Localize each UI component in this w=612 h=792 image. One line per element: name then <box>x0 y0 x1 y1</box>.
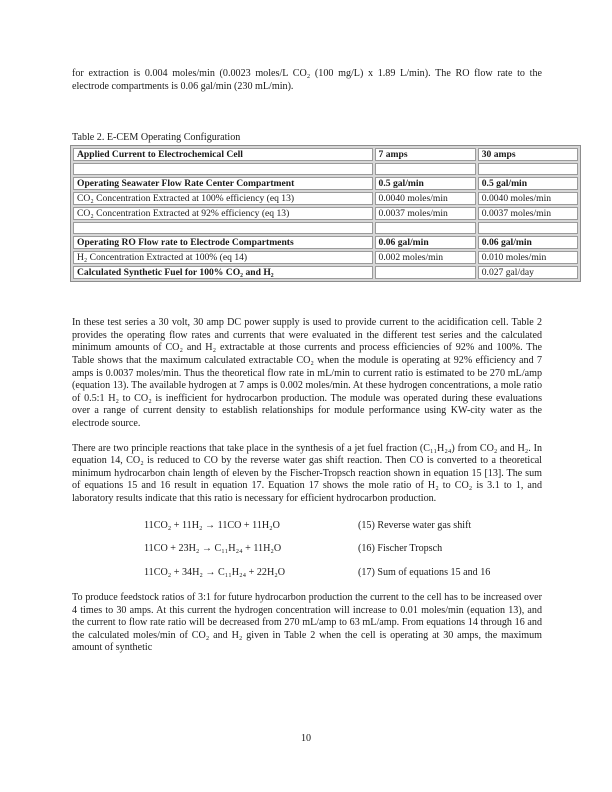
table-cell: H₂ Concentration Extracted at 100% (eq 14) <box>73 251 373 264</box>
table-cell: 0.06 gal/min <box>375 236 476 249</box>
equation-15 <box>144 520 542 533</box>
table-row <box>73 236 578 249</box>
page-body <box>72 68 552 655</box>
table-cell: Operating Seawater Flow Rate Center Compartment <box>73 177 373 190</box>
page-number: 10 <box>300 733 312 744</box>
equation-17 <box>144 567 542 580</box>
intro-paragraph: for extraction is 0.004 moles/min (0.0023 moles/L CO₂ (100 mg/L) x 1.89 L/min). The RO flow rate to the electrode compartments is 0.06 gal/min (230 mL/min). <box>72 68 542 92</box>
equation-label: (17) Sum of equations 15 and 16 <box>358 566 491 578</box>
table-row <box>73 207 578 220</box>
table-cell: 0.002 moles/min <box>375 251 476 264</box>
equation-expression: 11CO₂ + 34H₂ → C₁₁H₂₄ + 22H₂O <box>144 566 286 578</box>
header-cell: 30 amps <box>478 148 578 161</box>
equation-expression: 11CO₂ + 11H₂ → 11CO + 11H₂O <box>144 519 280 531</box>
table-cell: Operating RO Flow rate to Electrode Compartments <box>73 236 373 249</box>
table-row <box>73 266 578 279</box>
table-header-row <box>73 148 578 161</box>
equation-expression: 11CO + 23H₂ → C₁₁H₂₄ + 11H₂O <box>144 543 282 554</box>
table-cell: 0.0037 moles/min <box>478 207 578 220</box>
table-cell: 0.06 gal/min <box>478 236 578 249</box>
table-cell <box>375 266 476 279</box>
table-spacer-row <box>73 163 578 175</box>
table-cell: 0.0040 moles/min <box>375 192 476 205</box>
body-paragraph: There are two principle reactions that take place in the synthesis of a jet fuel fraction (C₁₁H₂₄) from CO₂ and H₂. In equation 14, CO₂ is reduced to CO by the reverse water gas shift reaction. Then CO is converted to a theoretical minimum hydrocarbon chain length of eleven by the Fischer-Tropsch reaction shown in equation 15 [13]. The sum of equations 15 and 16 result in equation 17. Equation 17 shows the mole ratio of H₂ to CO₂ is 3.1 to 1, and laboratory results indicate that this ratio is necessary for efficient hydrocarbon production. <box>72 442 542 504</box>
table-cell: 0.5 gal/min <box>478 177 578 190</box>
table-row <box>73 177 578 190</box>
table-row <box>73 251 578 264</box>
equation-label: (15) Reverse water gas shift <box>358 519 472 531</box>
body-paragraph: To produce feedstock ratios of 3:1 for future hydrocarbon production the current to the cell has to be increased over 4 times to 30 amps. At this current the hydrogen concentration will increase to 0.01 moles/min (equation 13), and the current to flow rate ratio will be decreased from 270 mL/amp to 63 mL/amp. From equations 14 through 16 and the calculated moles/min of CO₂ and H₂ given in Table 2 when the cell is operating at 30 amps, the maximum amount of synthetic <box>72 592 542 654</box>
table-cell: 0.010 moles/min <box>478 251 578 264</box>
equation-16 <box>144 543 542 556</box>
table-row <box>73 192 578 205</box>
table-cell: CO₂ Concentration Extracted at 92% efficiency (eq 13) <box>73 207 373 220</box>
equation-label: (16) Fischer Tropsch <box>358 543 443 554</box>
table-cell: 0.5 gal/min <box>375 177 476 190</box>
header-cell: 7 amps <box>375 148 476 161</box>
table-cell: 0.0037 moles/min <box>375 207 476 220</box>
table-cell: Calculated Synthetic Fuel for 100% CO₂ and H₂ <box>73 266 373 279</box>
equation-block <box>144 520 542 580</box>
operating-configuration-table <box>70 145 581 282</box>
table-cell: 0.0040 moles/min <box>478 192 578 205</box>
table-spacer-row <box>73 222 578 234</box>
table-cell: 0.027 gal/day <box>478 266 578 279</box>
table-caption: Table 2. E-CEM Operating Configuration <box>72 132 241 144</box>
body-paragraph: In these test series a 30 volt, 30 amp DC power supply is used to provide current to the acidification cell. Table 2 provides the operating flow rates and currents that were evaluated in the different test series and the calculated minimum amounts of CO₂ and H₂ extractable at those currents and process efficiencies of 92% and 100%. The Table shows that the maximum calculated extractable CO₂ when the module is operating at 92% efficiency and 7 amps is 0.0037 moles/min. Thus the theoretical flow rate in mL/min to current ratio is estimated to be 270 mL/amp (equation 13). The available hydrogen at 7 amps is 0.002 moles/min. At these hydrogen concentrations, a mole ratio of 0.5:1 H₂ to CO₂ is inefficient for hydrocarbon production. The module was operated during these evaluations over a range of current density to establish relationships for module performance using KW-city water as the electrode source. <box>72 317 542 429</box>
table-cell: CO₂ Concentration Extracted at 100% efficiency (eq 13) <box>73 192 373 205</box>
header-cell: Applied Current to Electrochemical Cell <box>73 148 373 161</box>
